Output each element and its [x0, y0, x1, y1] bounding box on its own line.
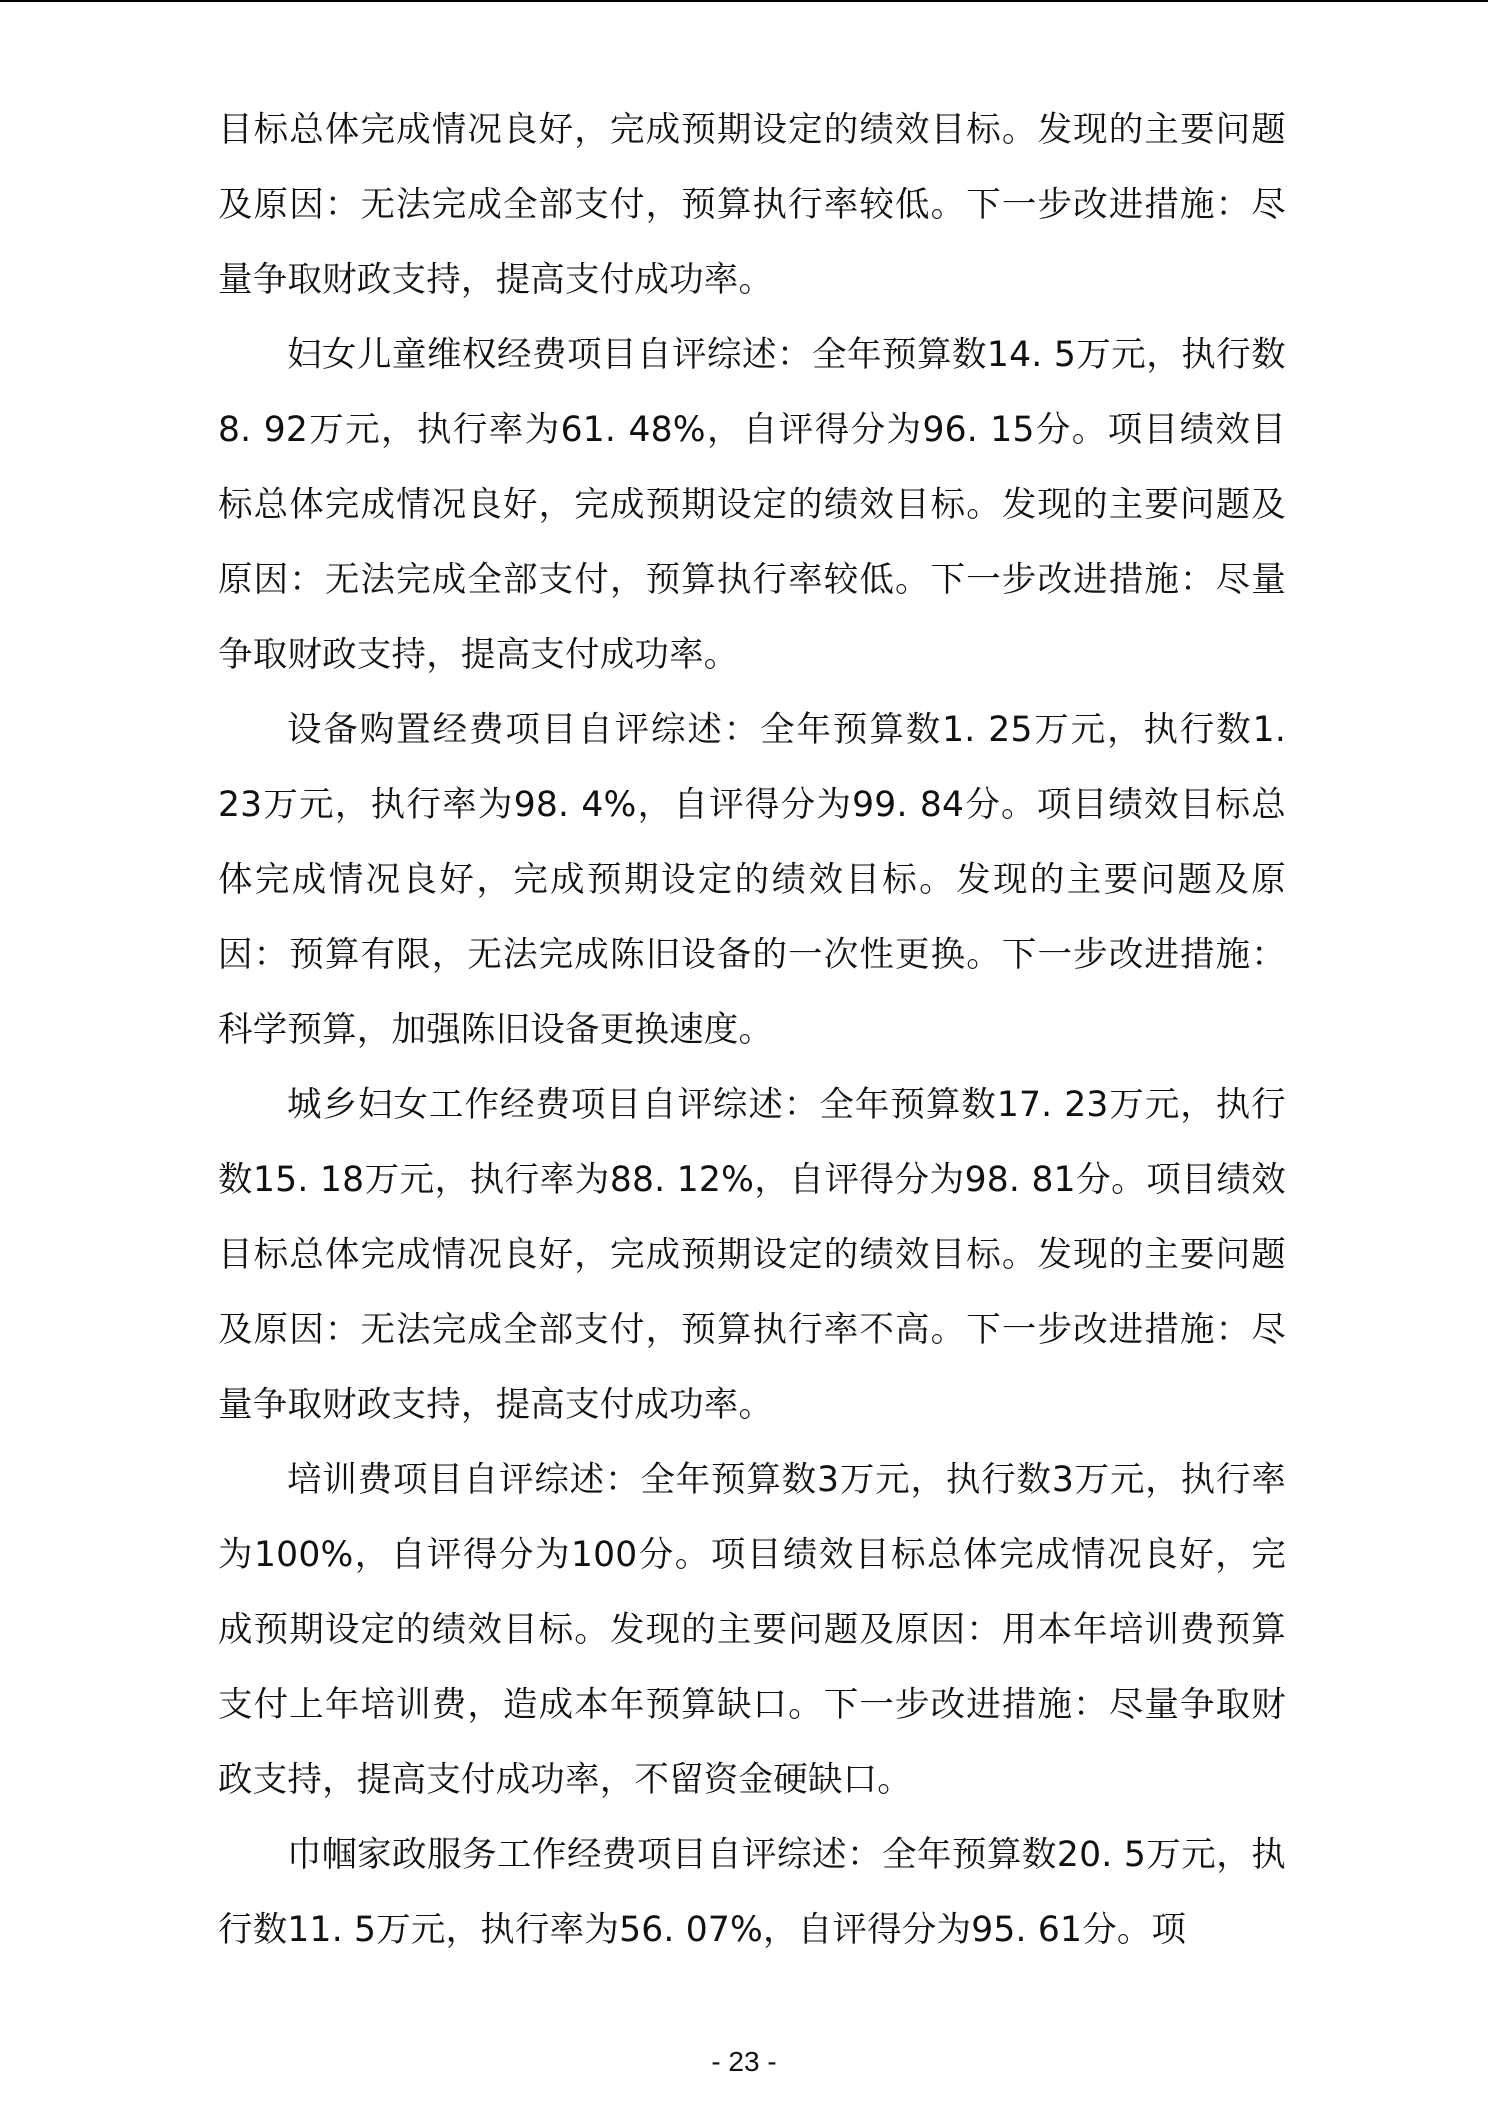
paragraph-2: 妇女儿童维权经费项目自评综述：全年预算数14. 5万元，执行数8. 92万元，执行率为61. 48%，自评得分为96. 15分。项目绩效目标总体完成情况良好，完成预期设定的绩效目标。发现的主要问题及原因：无法完成全部支付，预算执行率较低。下一步改进措施：尽量争取财政支持，提高支付成功率。: [218, 335, 1286, 675]
paragraph-6: 巾帼家政服务工作经费项目自评综述：全年预算数20. 5万元，执行数11. 5万元，执行率为56. 07%，自评得分为95. 61分。项: [218, 1835, 1286, 1950]
paragraph-4: 城乡妇女工作经费项目自评综述：全年预算数17. 23万元，执行数15. 18万元，执行率为88. 12%，自评得分为98. 81分。项目绩效目标总体完成情况良好，完成预期设定的绩效目标。发现的主要问题及原因：无法完成全部支付，预算执行率不高。下一步改进措施：尽量争取财政支持，提高支付成功率。: [218, 1085, 1286, 1425]
paragraph-1: 目标总体完成情况良好，完成预期设定的绩效目标。发现的主要问题及原因：无法完成全部支付，预算执行率较低。下一步改进措施：尽量争取财政支持，提高支付成功率。: [218, 110, 1286, 300]
page-number: - 23 -: [711, 2046, 777, 2077]
paragraph-3: 设备购置经费项目自评综述：全年预算数1. 25万元，执行数1. 23万元，执行率为98. 4%，自评得分为99. 84分。项目绩效目标总体完成情况良好，完成预期设定的绩效目标。发现的主要问题及原因：预算有限，无法完成陈旧设备的一次性更换。下一步改进措施：科学预算，加强陈旧设备更换速度。: [218, 710, 1286, 1050]
paragraph-5: 培训费项目自评综述：全年预算数3万元，执行数3万元，执行率为100%，自评得分为100分。项目绩效目标总体完成情况良好，完成预期设定的绩效目标。发现的主要问题及原因：用本年培训费预算支付上年培训费，造成本年预算缺口。下一步改进措施：尽量争取财政支持，提高支付成功率，不留资金硬缺口。: [218, 1460, 1286, 1800]
body-text: [218, 93, 1286, 1968]
